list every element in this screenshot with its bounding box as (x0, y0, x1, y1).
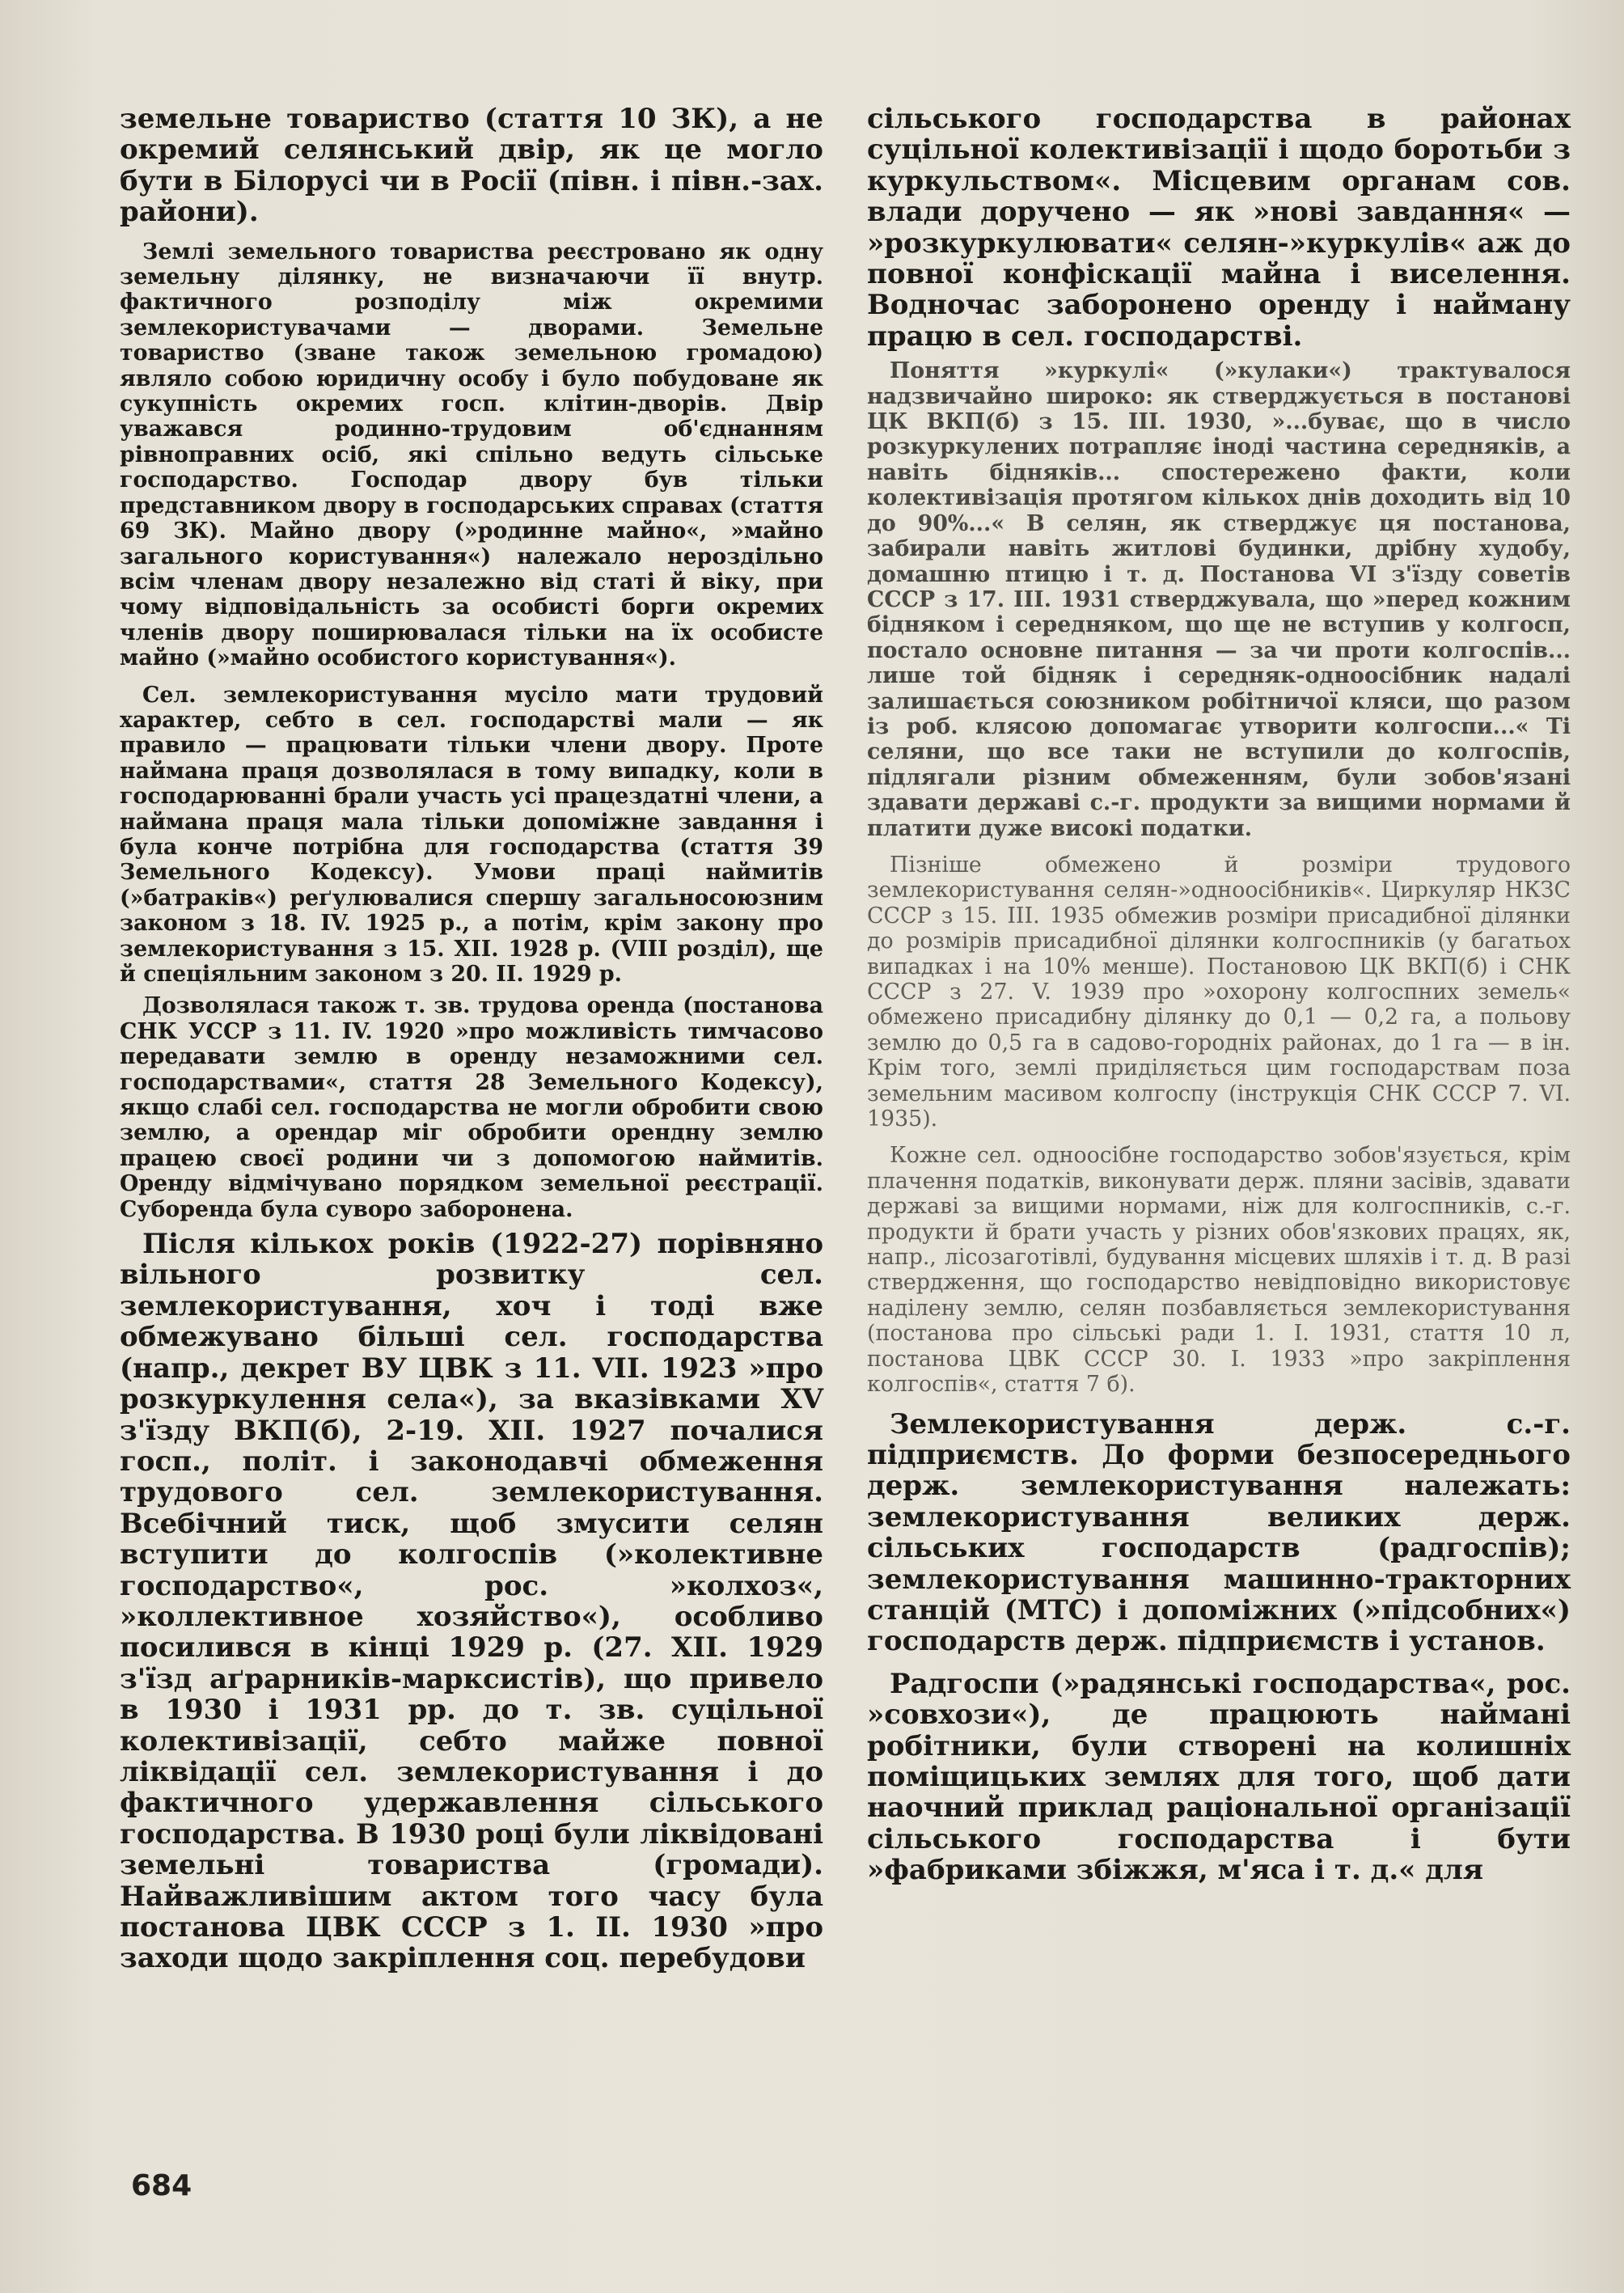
right-paragraph-4: Кожне сел. одноосібне господарство зобов'язується, крім плачення податків, виконувати держ. пляни засівів, здавати державі за вищими нормами, ніж для колгоспників, с.-г. продукти й брати участь у різних обов'язкових працях, як, напр., лісозаготівлі, будування місцевих шляхів і т. д. В разі ствердження, що господарство невідповідно використовує наділену землю, селян позбавляється землекористування (постанова про сільські ради 1. I. 1931, стаття 10 л, постанова ЦВК СССР 30. I. 1933 »про закріплення колгоспів«, стаття 7 б). (867, 1143, 1571, 1398)
right-paragraph-3: Пізніше обмежено й розміри трудового землекористування селян-»одноосібників«. Циркуляр НКЗС СССР з 15. III. 1935 обмежив розміри присадибної ділянки до розмірів присадибної ділянки колгоспників (у багатьох випадках і на 10% менше). Постановою ЦК ВКП(б) і СНК СССР з 27. V. 1939 про »охорону колгоспних земель« обмежено присадибну ділянку до 0,1 — 0,2 га, а польову землю до 0,5 га в садово-городніх районах, до 1 га — в ін. Крім того, землі приділяється цим господарствам поза земельним масивом колгоспу (інструкція СНК СССР 7. VI. 1935). (867, 852, 1571, 1132)
left-paragraph-3: Сел. землекористування мусіло мати трудовий характер, себто в сел. господарстві мали — як правило — працювати тільки члени двору. Проте наймана праця дозволялася в тому випадку, коли в господарюванні брали участь усі працездатні члени, а наймана праця мала тільки допоміжне завдання і була конче потрібна для господарства (стаття 39 Земельного Кодексу). Умови праці наймитів (»батраків«) реґулювалися спершу загальносоюзним законом з 18. IV. 1925 р., а потім, крім закону про землекористування з 15. XII. 1928 р. (VIII розділ), ще й спеціяльним законом з 20. II. 1929 р. (120, 682, 823, 987)
left-paragraph-4: Дозволялася також т. зв. трудова оренда (постанова СНК УССР з 11. IV. 1920 »про можливість тимчасово передавати землю в оренду незаможними сел. господарствами«, стаття 28 Земельного Кодексу), якщо слабі сел. господарства не могли обробити свою землю, а орендар міг обробити орендну землю працею своєї родини чи з допомогою наймитів. Оренду відмічувано порядком земельної реєстрації. Суборенда була суворо заборонена. (120, 993, 823, 1222)
section-heading: Землекористування держ. с.-г. підприємств. (867, 1407, 1571, 1471)
left-paragraph-2: Землі земельного товариства реєстровано як одну земельну ділянку, не визначаючи її внутр. фактичного розподілу між окремими землекористувачами — дворами. Земельне товариство (зване також земельною громадою) являло собою юридичну особу і було побудоване як сукупність окремих госп. клітин-дворів. Двір уважався родинно-трудовим об'єднанням рівноправних осіб, які спільно ведуть сільське господарство. Господар двору був тільки представником двору в господарських справах (стаття 69 ЗК). Майно двору (»родинне майно«, »майно загального користування«) належало нероздільно всім членам двору незалежно від статі й віку, при чому відповідальність за особисті борги окремих членів двору поширювалася тільки на їх особисте майно (»майно особистого користування«). (120, 239, 823, 671)
left-paragraph-1: земельне товариство (стаття 10 ЗК), а не окремий селянський двір, як це могло бути в Білорусі чи в Росії (півн. і півн.-зах. райони). (120, 103, 823, 229)
right-column (867, 104, 1571, 1886)
right-paragraph-6: Радгоспи (»радянські господарства«, рос. »совхози«), де працюють наймані робітники, були створені на колишніх поміщицьких землях для того, щоб дати наочний приклад раціональної організації сільського господарства і бути »фабриками збіжжя, м'яса і т. д.« для (867, 1667, 1571, 1887)
right-paragraph-2: Поняття »куркулі« (»кулаки«) трактувалося надзвичайно широко: як стверджується в постанові ЦК ВКП(б) з 15. III. 1930, »...буває, що в число розкуркулених потрапляє іноді частина середняків, а навіть бідняків... спостережено факти, коли колективізація протягом кількох днів доходить від 10 до 90%...« В селян, як стверджує ця постанова, забирали навіть житлові будинки, дрібну худобу, домашню птицю і т. д. Постанова VI з'їзду советів СССР з 17. III. 1931 стверджувала, що »перед кожним бідняком і середняком, що ще не вступив у колгосп, постало основне питання — за чи проти колгоспів... лише той бідняк і середняк-одноосібник надалі залишається союзником робітничої кляси, що разом із роб. клясою допомагає утворити колгоспи...« Ті селяни, що все таки не вступили до колгоспів, підлягали різним обмеженням, були зобов'язані здавати державі с.-г. продукти за вищими нормами й платити дуже високі податки. (867, 358, 1571, 841)
page-number: 684 (131, 2169, 192, 2202)
section-text: До форми безпосереднього держ. землекористування належать: землекористування великих держ. сільських господарств (радгоспів); землекористування машинно-тракторних станцій (МТС) і допоміжних (»підсобних«) господарств держ. підприємств і установ. (867, 1438, 1571, 1658)
left-paragraph-5: Після кількох років (1922-27) порівняно вільного розвитку сел. землекористування, хоч і тоді вже обмежувано більші сел. господарства (напр., декрет ВУ ЦВК з 11. VII. 1923 »про розкуркулення села«), за вказівками XV з'їзду ВКП(б), 2-19. XII. 1927 почалися госп., політ. і законодавчі обмеження трудового сел. землекористування. Всебічний тиск, щоб змусити селян вступити до колгоспів (»колективне господарство«, рос. »колхоз«, »коллективное хозяйство«), особливо посилився в кінці 1929 р. (27. XII. 1929 з'їзд аґрарників-марксистів), що привело в 1930 і 1931 рр. до т. зв. суцільної колективізації, себто майже повної ліквідації сел. землекористування і до фактичного удержавлення сільського господарства. В 1930 році були ліквідовані земельні товариства (громади). Найважливішим актом того часу була постанова ЦВК СССР з 1. II. 1930 »про заходи щодо закріплення соц. перебудови (120, 1228, 823, 1975)
left-column (120, 104, 823, 1974)
right-paragraph-5 (867, 1409, 1571, 1657)
right-paragraph-1: сільського господарства в районах суцільної колективізації і щодо боротьби з куркульством«. Місцевим органам сов. влади доручено — як »нові завдання« — »розкуркулювати« селян-»куркулів« аж до повної конфіскації майна і виселення. Водночас заборонено оренду і найману працю в сел. господарстві. (867, 103, 1571, 353)
